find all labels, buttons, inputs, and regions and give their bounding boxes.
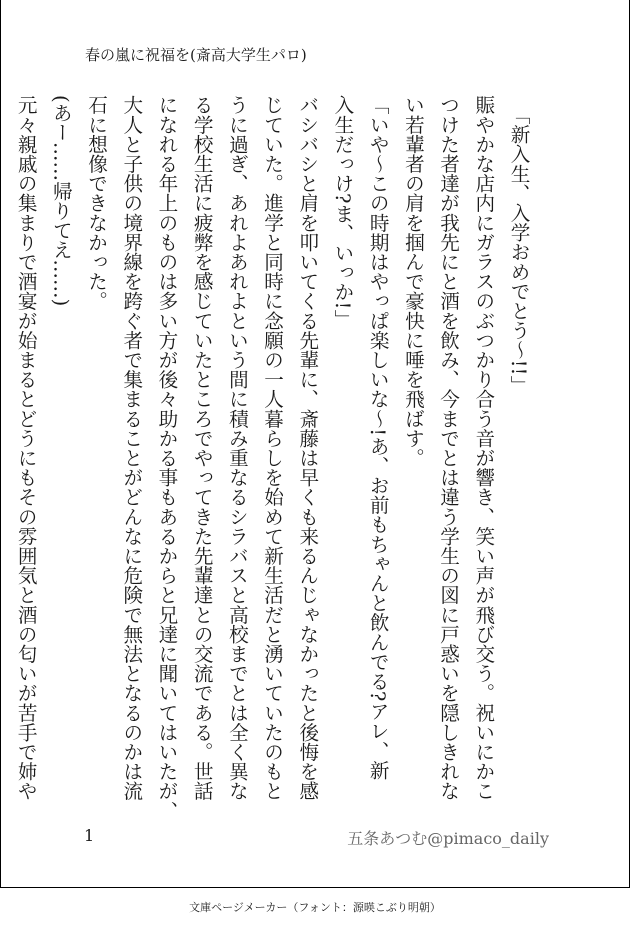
text-line: (あー……帰りてえ……) xyxy=(49,95,73,307)
page-title: 春の嵐に祝福を(斎高大学生パロ) xyxy=(85,46,307,64)
text-line: 入生だっけ?ま、いっか!」 xyxy=(330,95,354,329)
text-line: つけた者達が我先にと酒を飲み、今までとは違う学生の図に戸惑いを隠しきれな xyxy=(436,95,460,801)
text-line: 大人と子供の境界線を跨ぐ者で集まることがどんなに危険で無法となるのかは流 xyxy=(119,95,143,801)
page-number: 1 xyxy=(84,826,95,845)
text-line: になれる年上のものは多い方が後々助かる事もあるからと兄達に聞いてはいたが、 xyxy=(154,95,178,821)
text-line: 元々親戚の集まりで酒宴が始まるとどうにもその雰囲気と酒の匂いが苦手で姉や xyxy=(14,95,38,801)
text-line: 石に想像できなかった。 xyxy=(84,95,108,311)
generator-credit: 文庫ページメーカー（フォント：源暎こぶり明朝） xyxy=(189,901,441,914)
text-line: 「いや〜この時期はやっぱ楽しいな〜!あ、お前もちゃんと飲んでる?アレ、新 xyxy=(366,95,390,780)
text-line: うに過ぎ、あれよあれよという間に積み重なるシラバスと高校までとは全く異な xyxy=(225,95,249,801)
text-line: 賑やかな店内にガラスのぶつかり合う音が響き、笑い声が飛び交う。祝いにかこ xyxy=(471,95,495,801)
text-line: る学校生活に疲弊を感じていたところでやってきた先輩達との交流である。世話 xyxy=(190,95,214,801)
vertical-body-text xyxy=(14,95,536,821)
text-line: い若輩者の肩を掴んで豪快に唾を飛ばす。 xyxy=(401,95,425,468)
author-credit: 五条あつむ@pimaco_daily xyxy=(347,829,549,848)
text-line: じていた。進学と同時に念願の一人暮らしを始めて新生活だと湧いていたのもと xyxy=(260,95,284,801)
text-line: バシバシと肩を叩いてくる先輩に、斎藤は早くも来るんじゃなかったと後悔を感 xyxy=(295,95,319,801)
text-line: 「新入生、入学おめでとう〜!!」 xyxy=(507,95,530,395)
